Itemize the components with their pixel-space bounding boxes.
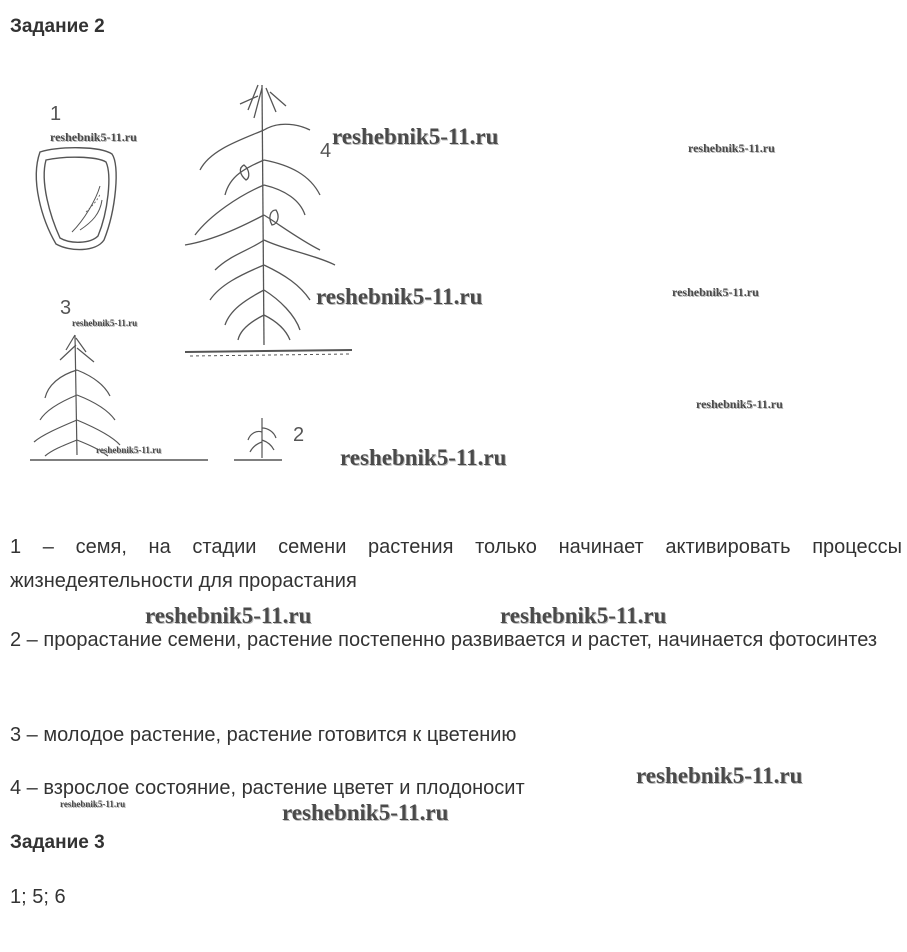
stage-label-1: 1 xyxy=(50,103,62,125)
watermark: reshebnik5-11.ru xyxy=(72,318,138,328)
task3-answer: 1; 5; 6 xyxy=(10,886,66,908)
stage-label-4: 4 xyxy=(320,140,332,162)
watermark: reshebnik5-11.ru xyxy=(340,445,507,470)
young-plant-drawing xyxy=(30,335,208,460)
stage-description-4: 4 – взрослое состояние, растение цветет и плодоносит xyxy=(10,777,525,799)
task2-heading: Задание 2 xyxy=(10,16,105,37)
stage-label-3: 3 xyxy=(60,297,72,319)
watermark: reshebnik5-11.ru xyxy=(636,763,803,788)
watermark: reshebnik5-11.ru xyxy=(282,800,449,825)
watermark: reshebnik5-11.ru xyxy=(696,397,783,411)
mature-plant-drawing xyxy=(185,85,352,356)
watermark: reshebnik5-11.ru xyxy=(145,603,312,628)
stage-description-2: 2 – прорастание семени, растение постепенно развивается и растет, начинается фотосинтез xyxy=(10,629,878,651)
watermark: reshebnik5-11.ru xyxy=(332,124,499,149)
seed-drawing xyxy=(36,148,116,250)
task3-heading: Задание 3 xyxy=(10,832,105,853)
watermark: reshebnik5-11.ru xyxy=(50,130,137,144)
watermark: reshebnik5-11.ru xyxy=(96,445,162,455)
watermark: reshebnik5-11.ru xyxy=(60,799,126,809)
stage-description-3: 3 – молодое растение, растение готовится к цветению xyxy=(10,724,517,746)
stage-label-2: 2 xyxy=(293,424,305,446)
watermark: reshebnik5-11.ru xyxy=(316,284,483,309)
watermark: reshebnik5-11.ru xyxy=(500,603,667,628)
stage-description-1: 1 – семя, на стадии семени растения только начинает активировать процессы жизнедеятельности для прорастания xyxy=(10,536,902,592)
watermark: reshebnik5-11.ru xyxy=(688,141,775,155)
seedling-drawing xyxy=(234,418,282,460)
watermark: reshebnik5-11.ru xyxy=(672,285,759,299)
